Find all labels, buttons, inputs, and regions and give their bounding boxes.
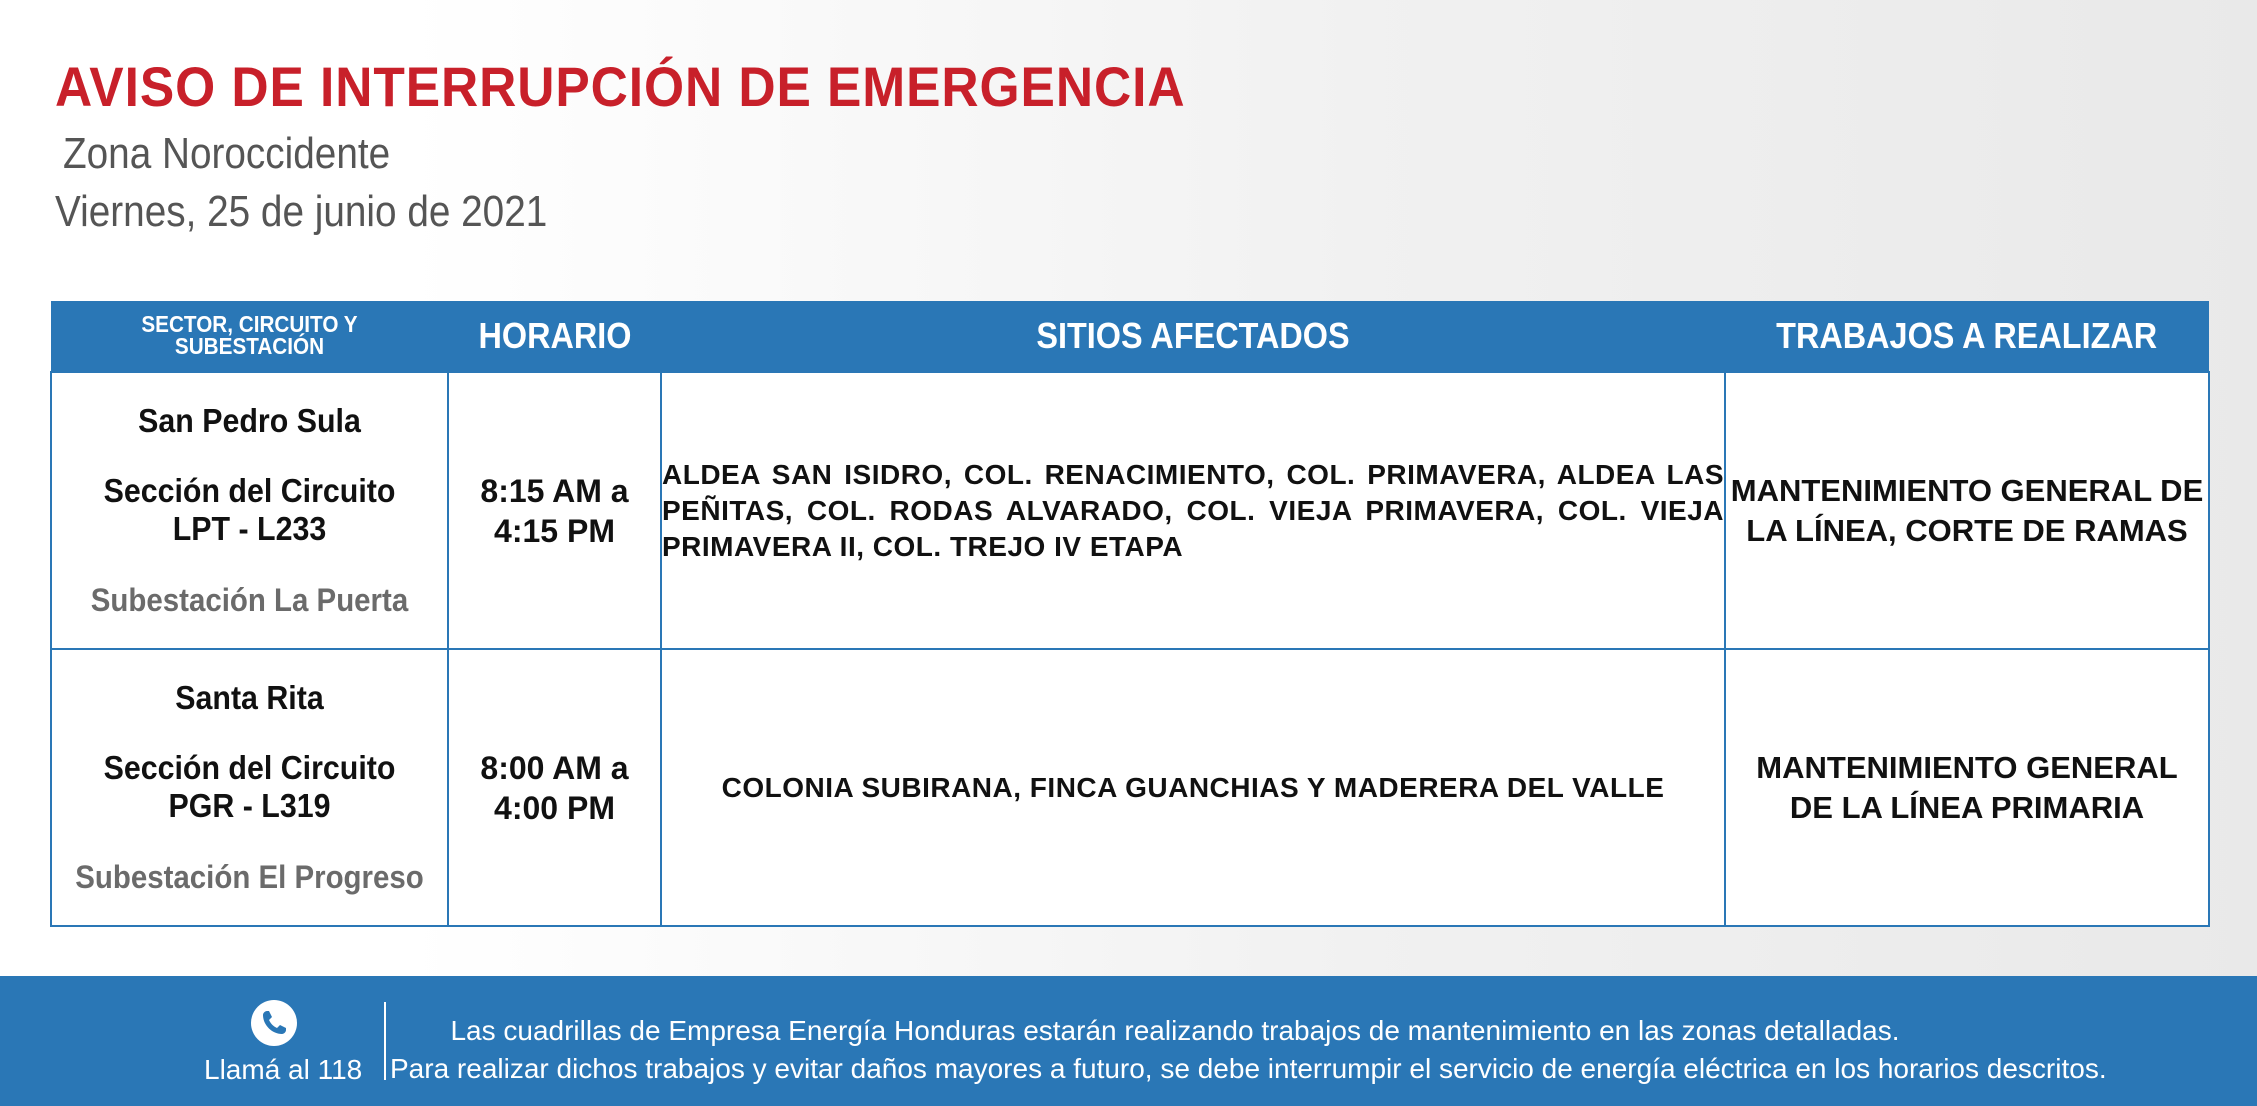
date-label: Viernes, 25 de junio de 2021 [55, 187, 548, 236]
outage-table [50, 301, 2210, 927]
phone-icon[interactable] [251, 1000, 297, 1046]
schedule-cell [448, 649, 661, 926]
sector-cell [51, 649, 448, 926]
circuit-code: PGR - L319 [168, 787, 331, 824]
substation-name: Subestación El Progreso [75, 859, 424, 895]
sites-cell: COLONIA SUBIRANA, FINCA GUANCHIAS Y MADERERA DEL VALLE [661, 649, 1725, 926]
time-start: 8:00 AM a [480, 749, 629, 786]
table-row [51, 649, 2209, 926]
notice-line: Para realizar dichos trabajos y evitar daños mayores a futuro, se debe interrumpir el servicio de energía eléctrica en los horarios descritos. [390, 1053, 2107, 1084]
call-label: Llamá al 118 [204, 1054, 363, 1085]
maintenance-notice [390, 1012, 2107, 1088]
sites-cell: ALDEA SAN ISIDRO, COL. RENACIMIENTO, COL. PRIMAVERA, ALDEA LAS PEÑITAS, COL. RODAS ALVARADO, COL. VIEJA PRIMAVERA, COL. VIEJA PRIMAVERA II, COL. TREJO IV ETAPA [661, 372, 1725, 649]
sector-place: Santa Rita [175, 679, 324, 716]
work-line: LA LÍNEA, CORTE DE RAMAS [1746, 512, 2188, 548]
page-title: AVISO DE INTERRUPCIÓN DE EMERGENCIA [55, 55, 1186, 118]
notice-line: Las cuadrillas de Empresa Energía Honduras estarán realizando trabajos de mantenimiento en las zonas detalladas. [450, 1015, 1900, 1046]
zone-label: Zona Noroccidente [63, 129, 391, 178]
column-header-sites: SITIOS AFECTADOS [661, 301, 1725, 372]
sector-cell [51, 372, 448, 649]
circuit-label: Sección del Circuito [103, 749, 396, 786]
sector-place: San Pedro Sula [138, 402, 361, 439]
column-header-work: TRABAJOS A REALIZAR [1725, 301, 2209, 372]
table-header-row [51, 301, 2209, 372]
work-line: MANTENIMIENTO GENERAL DE [1730, 472, 2204, 508]
work-line: DE LA LÍNEA PRIMARIA [1789, 789, 2145, 825]
substation-name: Subestación La Puerta [90, 582, 409, 618]
work-cell [1725, 649, 2209, 926]
time-end: 4:15 PM [494, 512, 615, 549]
column-header-schedule: HORARIO [448, 301, 661, 372]
column-header-sector: SECTOR, CIRCUITO Y SUBESTACIÓN [51, 301, 448, 372]
circuit-label: Sección del Circuito [103, 472, 396, 509]
time-end: 4:00 PM [494, 789, 615, 826]
work-cell [1725, 372, 2209, 649]
footer-bar [0, 976, 2257, 1106]
work-line: MANTENIMIENTO GENERAL [1756, 749, 2178, 785]
table-row [51, 372, 2209, 649]
time-start: 8:15 AM a [480, 472, 629, 509]
schedule-cell [448, 372, 661, 649]
footer-divider [384, 1002, 386, 1080]
circuit-code: LPT - L233 [172, 510, 327, 547]
page-header [55, 55, 1284, 241]
